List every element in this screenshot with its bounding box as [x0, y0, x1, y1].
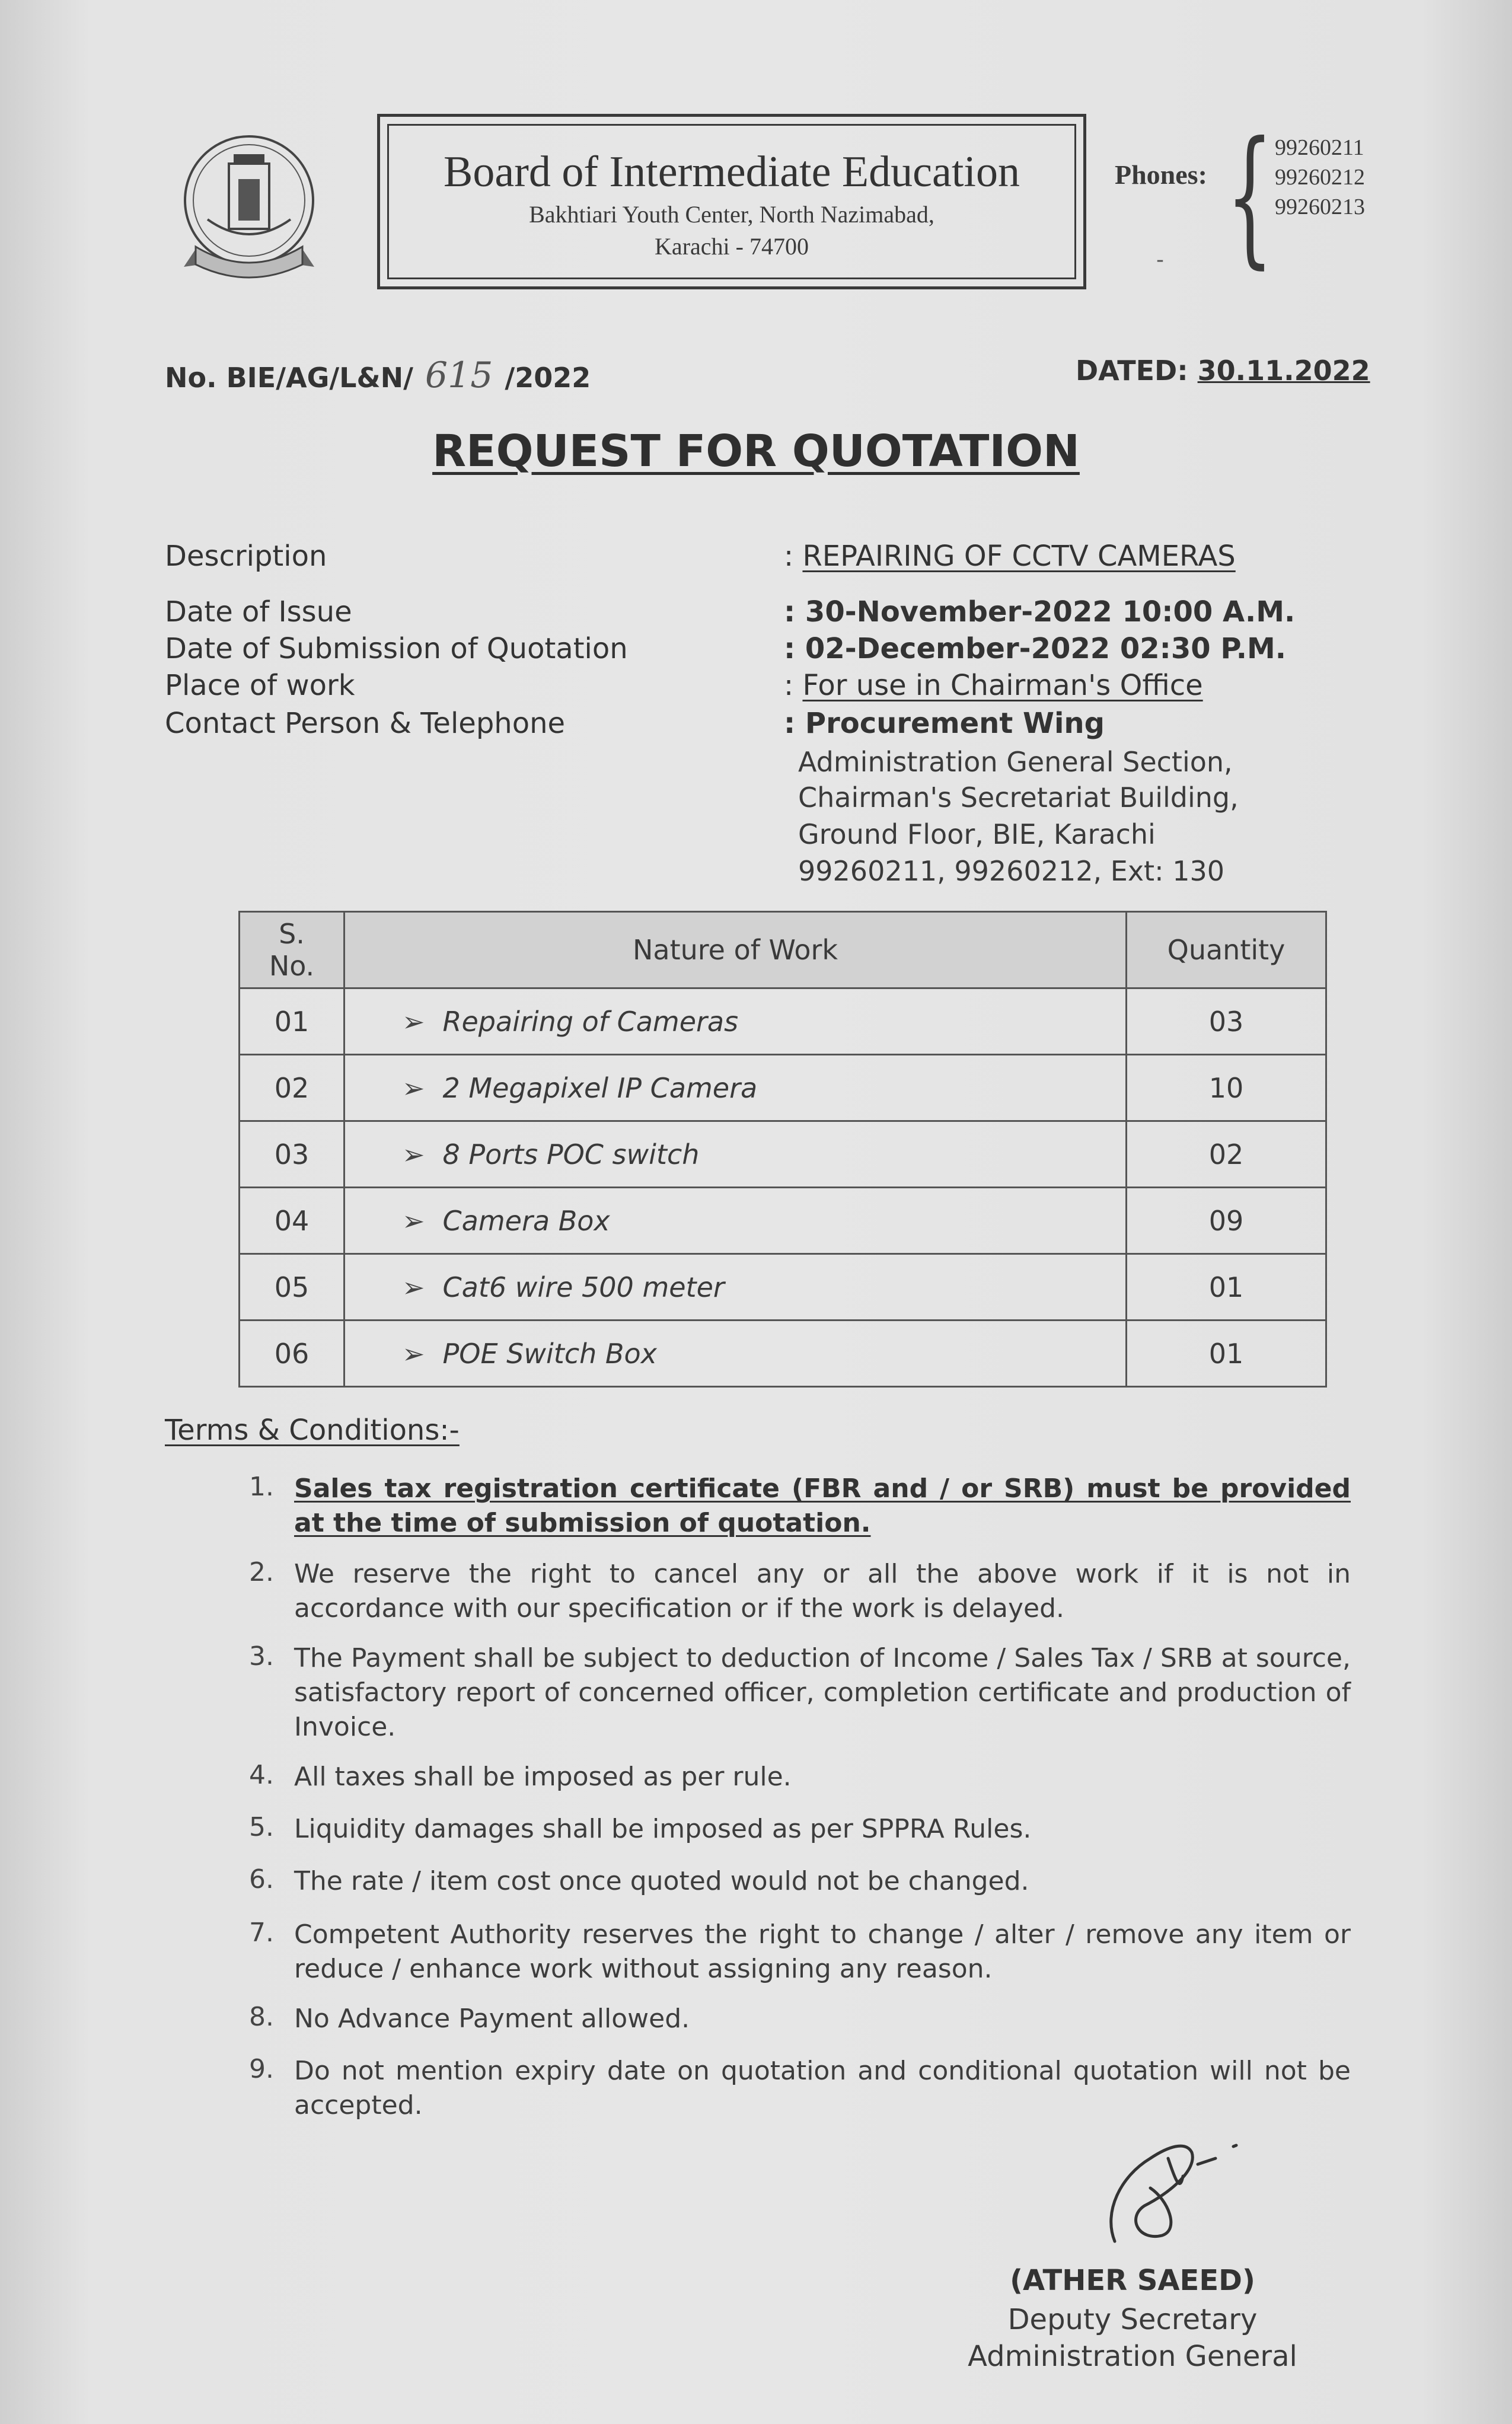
term-number: 8.	[249, 2002, 274, 2032]
term-number: 4.	[249, 1760, 274, 1790]
cell-nature-of-work: ➢ Camera Box	[344, 1188, 1127, 1254]
term-number: 3.	[249, 1641, 274, 1672]
cell-quantity: 02	[1127, 1121, 1326, 1188]
cell-nature-of-work: ➢ POE Switch Box	[344, 1321, 1127, 1387]
signatory-name: (ATHER SAEED)	[1010, 2264, 1255, 2297]
cell-serial-number: 05	[240, 1254, 344, 1321]
phone-number: 99260212	[1275, 165, 1365, 190]
contact-label: Contact Person & Telephone	[165, 707, 566, 740]
issue-label: Date of Issue	[165, 595, 352, 629]
cell-nature-of-work: ➢ 2 Megapixel IP Camera	[344, 1055, 1127, 1121]
phone-list	[1275, 133, 1365, 222]
brace-icon: {	[1226, 110, 1274, 282]
submission-label: Date of Submission of Quotation	[165, 632, 628, 665]
term-number: 5.	[249, 1812, 274, 1842]
arrow-bullet-icon: ➢	[402, 1204, 425, 1237]
org-name: Board of Intermediate Education	[444, 148, 1020, 196]
stray-mark: -	[1156, 248, 1164, 272]
header-quantity: Quantity	[1127, 912, 1326, 988]
arrow-bullet-icon: ➢	[402, 1005, 425, 1038]
submission-value: : 02-December-2022 02:30 P.M.	[784, 632, 1286, 665]
term-text: We reserve the right to cancel any or all the above work if it is not in accordance with our specification or if the work is delayed.	[294, 1559, 1351, 1624]
arrow-bullet-icon: ➢	[402, 1071, 425, 1104]
place-value: : For use in Chairman's Office	[784, 669, 1203, 702]
date-line	[1076, 355, 1370, 387]
table-row	[240, 988, 1326, 1055]
cell-serial-number: 04	[240, 1188, 344, 1254]
term-text: Sales tax registration certificate (FBR and / or SRB) must be provided at the time of submission of quotation.	[294, 1473, 1351, 1538]
contact-address-line: Chairman's Secretariat Building,	[798, 782, 1239, 814]
table-row	[240, 1055, 1326, 1121]
table-row	[240, 1121, 1326, 1188]
term-text: Liquidity damages shall be imposed as per SPPRA Rules.	[294, 1814, 1032, 1844]
reference-suffix: /2022	[505, 362, 591, 394]
work-table	[238, 911, 1327, 1388]
table-row	[240, 1254, 1326, 1321]
cell-serial-number: 01	[240, 988, 344, 1055]
cell-quantity: 01	[1127, 1254, 1326, 1321]
arrow-bullet-icon: ➢	[402, 1337, 425, 1370]
term-text: No Advance Payment allowed.	[294, 2004, 690, 2034]
arrow-bullet-icon: ➢	[402, 1138, 425, 1170]
org-address-line1: Bakhtiari Youth Center, North Nazimabad,	[529, 201, 934, 228]
term-text: The Payment shall be subject to deduction of Income / Sales Tax / SRB at source, satisfactory report of concerned officer, completion certificate and production of Invoice.	[294, 1643, 1351, 1742]
header-serial-number: S. No.	[240, 912, 344, 988]
contact-address-line: 99260211, 99260212, Ext: 130	[798, 855, 1224, 887]
description-value: : REPAIRING OF CCTV CAMERAS	[784, 540, 1236, 573]
term-number: 7.	[249, 1918, 274, 1948]
issue-value: : 30-November-2022 10:00 A.M.	[784, 595, 1296, 629]
board-seal-icon	[172, 130, 326, 285]
org-address-line2: Karachi - 74700	[655, 233, 809, 260]
contact-value: : Procurement Wing	[784, 707, 1105, 740]
page-title: REQUEST FOR QUOTATION	[432, 426, 1080, 477]
table-row	[240, 1188, 1326, 1254]
term-number: 1.	[249, 1472, 274, 1502]
term-text: The rate / item cost once quoted would not be changed.	[294, 1866, 1029, 1896]
header-nature-of-work: Nature of Work	[344, 912, 1127, 988]
place-label: Place of work	[165, 669, 355, 702]
term-text: Competent Authority reserves the right to change / alter / remove any item or reduce / enhance work without assigning any reason.	[294, 1919, 1351, 1984]
cell-quantity: 10	[1127, 1055, 1326, 1121]
arrow-bullet-icon: ➢	[402, 1271, 425, 1303]
signatory-title: Deputy Secretary	[1007, 2303, 1258, 2336]
phones-label: Phones:	[1115, 160, 1207, 190]
contact-address-line: Ground Floor, BIE, Karachi	[798, 818, 1156, 850]
table-header-row	[240, 912, 1326, 988]
terms-heading: Terms & Conditions:-	[165, 1414, 460, 1447]
cell-nature-of-work: ➢ Repairing of Cameras	[344, 988, 1127, 1055]
dated-label: DATED:	[1076, 355, 1188, 387]
reference-handwritten-number: 615	[425, 355, 493, 396]
cell-nature-of-work: ➢ 8 Ports POC switch	[344, 1121, 1127, 1188]
term-number: 2.	[249, 1557, 274, 1587]
term-text: Do not mention expiry date on quotation and conditional quotation will not be accepted.	[294, 2056, 1351, 2120]
contact-address-line: Administration General Section,	[798, 746, 1233, 778]
phone-number: 99260211	[1275, 135, 1364, 160]
phone-number: 99260213	[1275, 194, 1365, 219]
cell-serial-number: 06	[240, 1321, 344, 1387]
signature-icon	[1079, 2123, 1269, 2253]
letterhead-box	[377, 114, 1086, 289]
cell-serial-number: 03	[240, 1121, 344, 1188]
signatory-department: Administration General	[968, 2340, 1297, 2373]
cell-quantity: 03	[1127, 988, 1326, 1055]
dated-value: 30.11.2022	[1197, 355, 1370, 387]
table-row	[240, 1321, 1326, 1387]
reference-prefix: No. BIE/AG/L&N/	[165, 362, 413, 394]
reference-number	[165, 355, 591, 396]
cell-quantity: 09	[1127, 1188, 1326, 1254]
cell-quantity: 01	[1127, 1321, 1326, 1387]
term-number: 6.	[249, 1864, 274, 1894]
cell-nature-of-work: ➢ Cat6 wire 500 meter	[344, 1254, 1127, 1321]
cell-serial-number: 02	[240, 1055, 344, 1121]
term-text: All taxes shall be imposed as per rule.	[294, 1762, 792, 1792]
description-label: Description	[165, 540, 327, 573]
term-number: 9.	[249, 2054, 274, 2084]
